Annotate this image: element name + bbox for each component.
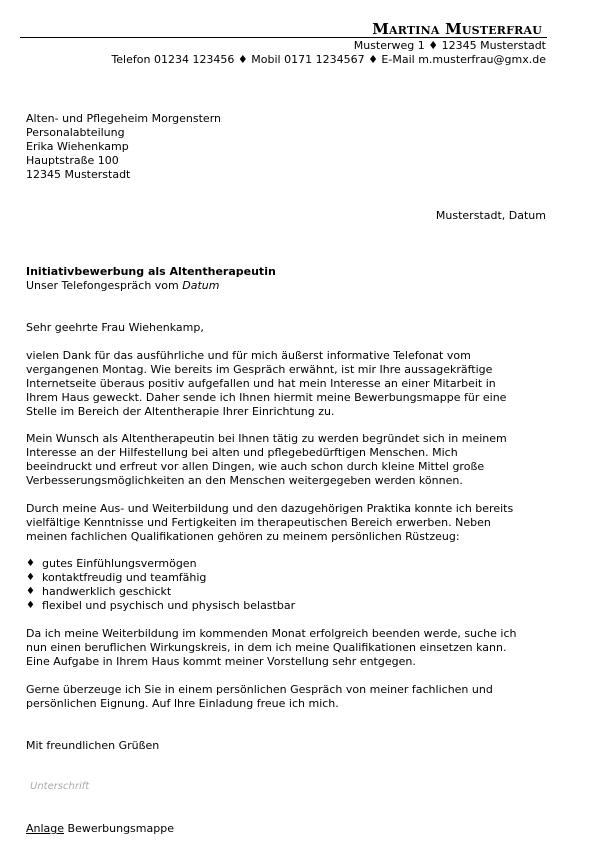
enclosure-label: Anlage	[26, 822, 65, 835]
diamond-bullet-icon: ♦	[26, 586, 35, 597]
subject-title: Initiativbewerbung als Altentherapeutin	[26, 265, 276, 278]
paragraph-line: Da ich meine Weiterbildung im kommenden Monat erfolgreich beenden werde, suche ich	[26, 627, 517, 640]
sender-name: Martina Musterfrau	[372, 20, 542, 38]
paragraph-line: Interesse an der Hilfestellung bei alten und pflegebedürftigen Menschen. Mich	[26, 446, 458, 459]
list-item-text: kontaktfreudig und teamfähig	[42, 571, 207, 584]
signature-placeholder: Unterschrift	[30, 781, 90, 792]
closing: Mit freundlichen Grüßen	[26, 739, 160, 752]
place-date: Musterstadt, Datum	[435, 209, 546, 222]
paragraph-line: vielfältige Kenntnisse und Fertigkeiten im therapeutischen Bereich erwerben. Neben	[26, 516, 491, 529]
recipient-address	[26, 112, 546, 182]
salutation: Sehr geehrte Frau Wiehenkamp,	[26, 321, 204, 334]
list-item	[26, 599, 546, 613]
body-paragraph-5	[26, 683, 546, 711]
paragraph-line: Gerne überzeuge ich Sie in einem persönlichen Gespräch von meiner fachlichen und	[26, 683, 493, 696]
paragraph-line: Eine Aufgabe in Ihrem Haus kommt meiner Vorstellung sehr entgegen.	[26, 655, 416, 668]
paragraph-line: Internetseite überaus positiv aufgefallen und hat mein Interesse an einer Mitarbeit in	[26, 377, 496, 390]
diamond-bullet-icon: ♦	[26, 558, 35, 569]
body-paragraph-4	[26, 627, 546, 669]
paragraph-line: nun einen beruflichen Wirkungskreis, in dem ich meine Qualifikationen einsetzen kann.	[26, 641, 507, 654]
sender-address: Musterweg 1 ♦ 12345 Musterstadt	[353, 39, 546, 52]
paragraph-line: Ihrem Haus geweckt. Daher sende ich Ihnen hiermit meine Bewerbungsmappe für eine	[26, 391, 507, 404]
paragraph-line: Stelle im Bereich der Altentherapie Ihrer Einrichtung zu.	[26, 405, 335, 418]
enclosure-text: Bewerbungsmappe	[64, 822, 174, 835]
body-paragraph-3	[26, 502, 546, 544]
paragraph-line: vielen Dank für das ausführliche und für mich äußerst informative Telefonat vom	[26, 349, 471, 362]
subject-reference-prefix: Unser Telefongespräch vom	[26, 279, 183, 292]
list-item	[26, 585, 546, 599]
subject-block	[26, 265, 546, 293]
qualifications-list	[26, 557, 546, 613]
subject-reference	[26, 279, 546, 293]
header-rule	[20, 37, 547, 38]
diamond-bullet-icon: ♦	[26, 600, 35, 611]
paragraph-line: Durch meine Aus- und Weiterbildung und den dazugehörigen Praktika konnte ich bereits	[26, 502, 514, 515]
paragraph-line: beeindruckt und erfreut vor allen Dingen, wie auch schon durch kleine Mittel große	[26, 460, 485, 473]
list-item	[26, 557, 546, 571]
recipient-line: Personalabteilung	[26, 126, 125, 139]
paragraph-line: persönlichen Eignung. Auf Ihre Einladung freue ich mich.	[26, 697, 339, 710]
list-item-text: flexibel und psychisch und physisch belastbar	[42, 599, 296, 612]
diamond-bullet-icon: ♦	[26, 572, 35, 583]
recipient-line: Alten- und Pflegeheim Morgenstern	[26, 112, 221, 125]
enclosure-line	[26, 822, 174, 835]
paragraph-line: vergangenen Montag. Wie bereits im Gespräch erwähnt, ist mir Ihre aussagekräftige	[26, 363, 493, 376]
body-paragraph-2	[26, 432, 546, 488]
sender-contact: Telefon 01234 123456 ♦ Mobil 0171 1234567 ♦ E-Mail m.musterfrau@gmx.de	[111, 53, 546, 66]
list-item-text: handwerklich geschickt	[42, 585, 172, 598]
paragraph-line: Verbesserungsmöglichkeiten an den Menschen weitergegeben werden können.	[26, 474, 463, 487]
recipient-line: 12345 Musterstadt	[26, 168, 131, 181]
recipient-line: Erika Wiehenkamp	[26, 140, 129, 153]
paragraph-line: meinen fachlichen Qualifikationen gehören zu meinem persönlichen Rüstzeug:	[26, 530, 460, 543]
subject-reference-date: Datum	[182, 279, 220, 292]
recipient-line: Hauptstraße 100	[26, 154, 119, 167]
list-item	[26, 571, 546, 585]
body-paragraph-1	[26, 349, 546, 419]
list-item-text: gutes Einfühlungsvermögen	[42, 557, 197, 570]
paragraph-line: Mein Wunsch als Altentherapeutin bei Ihnen tätig zu werden begründet sich in meinem	[26, 432, 507, 445]
